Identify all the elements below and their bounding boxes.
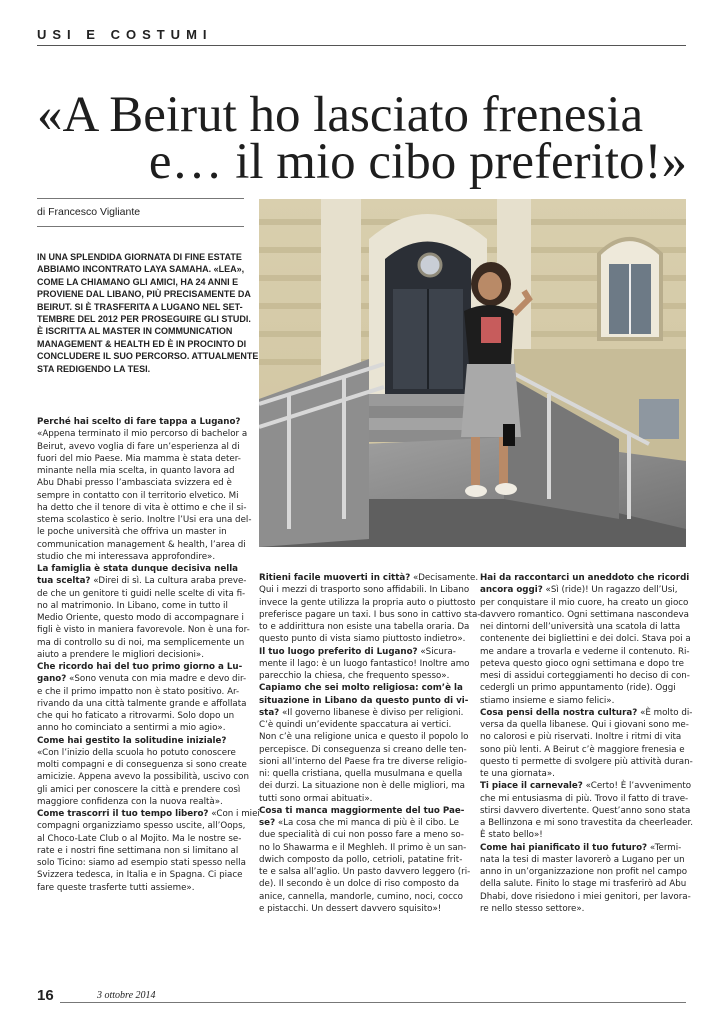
- question-text: gano?: [37, 674, 67, 685]
- answer-text: preferisce pagare un taxi. I bus sono in cattivo sta-: [259, 609, 481, 620]
- text-line: [259, 891, 469, 903]
- answer-text: a Bellinzona e mi sono travestita da cheerleader.: [480, 818, 694, 828]
- text-line: [37, 624, 250, 636]
- answer-text: Non c’è una religione unica e questo il popolo lo: [259, 732, 469, 743]
- text-line: [37, 649, 247, 661]
- text-line: [259, 731, 469, 743]
- answer-text: «Decisamente.: [410, 573, 479, 583]
- text-line: [37, 441, 247, 453]
- text-line: [37, 563, 247, 575]
- text-line: [480, 682, 690, 694]
- text-line: [259, 572, 479, 584]
- text-line: [37, 722, 247, 734]
- question-text: Cosa ti manca maggiormente del tuo Pae-: [259, 805, 465, 816]
- byline-rule-bottom: [37, 226, 244, 227]
- answer-text: re nello stesso settore».: [480, 903, 585, 914]
- top-rule: [37, 45, 686, 46]
- answer-text: È stato bello»!: [480, 830, 543, 841]
- answer-text: «Direi di sì. La cultura araba preve-: [90, 576, 247, 587]
- text-line: [37, 771, 250, 783]
- text-line: [37, 820, 247, 832]
- text-line: [37, 416, 247, 428]
- text-line: [480, 572, 690, 584]
- column-3: [480, 572, 694, 915]
- answer-text: Beirut, avevo voglia di fare un’esperienza al di: [37, 441, 240, 452]
- question-text: La famiglia è stata dunque decisiva nella: [37, 564, 239, 574]
- question-text: se?: [259, 818, 276, 828]
- answer-text: «Certo! È l’avvenimento: [582, 781, 692, 792]
- question-text: Ritieni facile muoverti in città?: [259, 573, 411, 583]
- answer-text: maggiore confidenza con la nuova realtà».: [37, 796, 223, 807]
- answer-text: rate e i nostri fine settimana non si limitano al: [37, 845, 239, 856]
- text-line: [480, 805, 690, 817]
- article-photo: [259, 199, 686, 547]
- text-line: [259, 633, 469, 645]
- text-line: [480, 793, 690, 805]
- answer-text: nata la tesi di master lavorerò a Lugano per un: [480, 854, 685, 865]
- answer-text: anno ho cominciato a sentirmi a mio agio».: [37, 723, 226, 734]
- text-line: [259, 597, 476, 609]
- column-1: [37, 416, 260, 894]
- answer-text: al Choco-Late Club o al Mojito. Ma le nostre se-: [37, 833, 242, 844]
- text-line: [37, 526, 247, 538]
- answer-text: Dhabi, dove risiedono i miei genitori, per lavora-: [480, 891, 691, 902]
- answer-text: C’è quindi un’evidente spaccatura ai vertici.: [259, 720, 452, 730]
- section-rubric: USI E COSTUMI: [37, 27, 213, 42]
- text-line: [37, 514, 252, 526]
- text-line: [259, 780, 469, 792]
- text-line: [37, 490, 247, 502]
- answer-text: no calorosi e più riservati. Inoltre i ritmi di vita: [480, 732, 682, 743]
- answer-text: no al matrimonio. In Libano, come in tutto il: [37, 600, 228, 611]
- text-line: [37, 612, 247, 624]
- text-line: [37, 833, 247, 845]
- text-line: [37, 588, 247, 600]
- answer-text: tutti sono ormai abituati».: [259, 793, 373, 804]
- answer-text: stiamo insieme e siamo felici».: [480, 695, 615, 706]
- text-line: [480, 584, 690, 596]
- answer-text: invece la gente utilizza la propria auto o piuttosto: [259, 597, 476, 608]
- text-line: [37, 575, 247, 587]
- question-text: Come trascorri il tuo tempo libero?: [37, 809, 209, 819]
- text-line: [259, 670, 469, 682]
- text-line: [480, 854, 690, 866]
- answer-text: molti compagni e di conseguenza si sono create: [37, 760, 247, 770]
- text-line: [259, 903, 469, 915]
- text-line: [480, 817, 694, 829]
- answer-text: ma di controllo su di noi, ma semplicemente un: [37, 637, 245, 648]
- text-line: [37, 808, 260, 820]
- page-number: 16: [37, 987, 54, 1004]
- text-line: [37, 637, 247, 649]
- answer-text: stema scolastico è serio. Inoltre l’Usi era una del-: [37, 515, 252, 525]
- text-line: [480, 829, 690, 841]
- answer-text: compagni organizziamo spesso uscite, all’Oops,: [37, 821, 246, 832]
- text-line: [259, 842, 469, 854]
- answer-text: questo ti permette di svolgere più attività duran-: [480, 756, 693, 767]
- intro-line: TEMBRE DEL 2012 PER PROSEGUIRE GLI STUDI.: [37, 314, 251, 325]
- answer-text: davvero romantico. Ogni settimana nascondeva: [480, 609, 689, 620]
- answer-text: to e addirittura non esiste una tabella oraria. Da: [259, 622, 470, 632]
- text-line: [37, 673, 247, 685]
- text-line: [37, 735, 247, 747]
- question-text: tua scelta?: [37, 576, 91, 587]
- text-line: [37, 686, 247, 698]
- text-line: [37, 796, 247, 808]
- text-line: [259, 866, 469, 878]
- intro-line: COME LA CHIAMANO GLI AMICI, HA 24 ANNI E: [37, 276, 239, 287]
- answer-text: e pistacchi. Un dessert davvero squisito»!: [259, 903, 442, 914]
- question-text: situazione in Libano da questo punto di vi-: [259, 695, 469, 706]
- text-line: [37, 784, 247, 796]
- answer-text: mesi di assidui corteggiamenti ho deciso di con-: [480, 671, 690, 681]
- text-line: [259, 829, 469, 841]
- text-line: [37, 869, 247, 881]
- text-line: [259, 707, 469, 719]
- answer-text: le poche università che offriva un master in: [37, 527, 227, 538]
- answer-text: questo punto di vista siamo piuttosto indietro».: [259, 634, 466, 645]
- headline-line-1: «A Beirut ho lasciato frenesia: [37, 87, 644, 143]
- answer-text: nei dintorni dell’università una scatola di latta: [480, 622, 681, 632]
- question-text: ancora oggi?: [480, 585, 543, 596]
- answer-text: parecchio la chiesa, che frequento spesso».: [259, 671, 450, 681]
- answer-text: cedergli un primo appuntamento (ride). Oggi: [480, 683, 676, 694]
- text-line: [259, 878, 469, 890]
- text-line: [480, 719, 690, 731]
- answer-text: contenente dei bigliettini e dei dolci. Stava poi a: [480, 634, 691, 645]
- intro-line: È ISCRITTA AL MASTER IN COMMUNICATION: [37, 326, 233, 337]
- answer-text: ni: quella cristiana, quella musulmana e quella: [259, 769, 463, 779]
- answer-text: Medio Oriente, questo modo di accompagnare i: [37, 613, 244, 623]
- question-text: Cosa pensi della nostra cultura?: [480, 707, 638, 718]
- intro-line: ABBIAMO INCONTRATO LAYA SAMAHA. «LEA»,: [37, 264, 245, 275]
- text-line: [37, 502, 247, 514]
- text-line: [480, 695, 690, 707]
- text-line: [37, 710, 247, 722]
- intro-line: STA REDIGENDO LA TESI.: [37, 363, 151, 374]
- text-line: [37, 882, 247, 894]
- text-line: [480, 597, 690, 609]
- answer-text: de che un genitore ti guidi nelle scelte di vita fi-: [37, 588, 246, 599]
- answer-text: te una giornata».: [480, 769, 555, 779]
- text-line: [259, 793, 469, 805]
- question-text: sta?: [259, 707, 280, 718]
- text-line: [480, 621, 690, 633]
- answer-text: de). Il secondo è un dolce di riso composto da: [259, 879, 460, 890]
- issue-date: 3 ottobre 2014: [97, 990, 156, 1001]
- text-line: [480, 670, 690, 682]
- text-line: [37, 857, 247, 869]
- answer-text: «Appena terminato il mio percorso di bachelor a: [37, 429, 248, 440]
- question-text: Come hai pianificato il tuo futuro?: [480, 842, 648, 853]
- text-line: [259, 609, 481, 621]
- answer-text: «Sono venuta con mia madre e devo dir-: [66, 674, 247, 685]
- answer-text: Svizzera tedesca, in Italia e in Spagna. Ci piace: [37, 870, 243, 881]
- answer-text: sempre in contatto con il territorio elvetico. Mi: [37, 490, 239, 501]
- text-line: [259, 854, 469, 866]
- answer-text: no lo Shawarma e il Meghleh. Il primo è un san-: [259, 842, 467, 853]
- answer-text: fuori del mio Paese. Mia mamma è stata deter-: [37, 453, 241, 464]
- footer-rule: [60, 1002, 686, 1003]
- text-line: [480, 731, 690, 743]
- answer-text: «Sicura-: [417, 646, 456, 657]
- answer-text: «Con l’inizio della scuola ho potuto conoscere: [37, 747, 236, 758]
- answer-text: Abu Dhabi presso l’ambasciata svizzera ed è: [37, 478, 232, 489]
- text-line: [259, 756, 469, 768]
- text-line: [259, 621, 469, 633]
- answer-text: Qui i mezzi di trasporto sono affidabili. In Libano: [259, 585, 470, 596]
- text-line: [259, 817, 469, 829]
- text-line: [37, 551, 247, 563]
- headline-line-2: e… il mio cibo preferito!»: [148, 134, 687, 190]
- text-line: [259, 695, 469, 707]
- column-2: [259, 572, 481, 915]
- answer-text: stirsi davvero divertente. Quest’anno sono stata: [480, 805, 691, 816]
- answer-text: «È molto di-: [637, 707, 693, 718]
- answer-text: solo Ticino: siamo ad esempio stati spesso nella: [37, 858, 246, 868]
- answer-text: aiuto a prendere le migliori decisioni».: [37, 649, 205, 660]
- text-line: [259, 805, 469, 817]
- answer-text: rivando da una città talmente grande e affollata: [37, 698, 247, 709]
- text-line: [259, 719, 469, 731]
- byline-rule-top: [37, 198, 244, 199]
- answer-text: anice, cannella, mandorle, cumino, noci, cocco: [259, 891, 463, 902]
- answer-text: figli è visto in maniera favorevole. Non è una for-: [37, 625, 250, 636]
- answer-text: percepisce. Di conseguenza si creano delle ten-: [259, 744, 467, 755]
- question-text: Il tuo luogo preferito di Lugano?: [259, 646, 418, 657]
- answer-text: fare queste trasferte tutti assieme».: [37, 882, 195, 893]
- text-line: [480, 842, 690, 854]
- intro-line: IN UNA SPLENDIDA GIORNATA DI FINE ESTATE: [37, 252, 242, 262]
- text-line: [37, 428, 247, 440]
- answer-text: e che il primo impatto non è stato positivo. Ar-: [37, 686, 240, 697]
- question-text: Capiamo che sei molto religiosa: com’è la: [259, 683, 463, 694]
- answer-text: te e salsa all’aglio. Un pasto davvero leggero (ri-: [259, 867, 471, 877]
- answer-text: ha detto che il tenore di vita è ottimo e che il si-: [37, 502, 247, 513]
- answer-text: studio che mi interessava approfondire».: [37, 551, 216, 562]
- text-line: [480, 891, 690, 903]
- text-line: [37, 845, 247, 857]
- text-line: [37, 698, 247, 710]
- answer-text: «Il governo libanese è diviso per religioni.: [279, 707, 464, 718]
- answer-text: mente il lago: è un luogo fantastico! Inoltre amo: [259, 658, 470, 669]
- answer-text: sioni all’interno del Paese fra tre diverse religio-: [259, 756, 468, 767]
- question-text: Perché hai scelto di fare tappa a Lugano?: [37, 417, 241, 427]
- answer-text: «La cosa che mi manca di più è il cibo. Le: [275, 818, 459, 828]
- answer-text: gli amici per conoscere la città e prendere così: [37, 784, 241, 795]
- text-line: [37, 539, 247, 551]
- question-text: Hai da raccontarci un aneddoto che ricordi: [480, 573, 690, 583]
- answer-text: anno in un’organizzazione non profit nel campo: [480, 867, 688, 877]
- text-line: [37, 600, 247, 612]
- text-line: [480, 866, 690, 878]
- answer-text: che mi entusiasma di più. Trovo il fatto di trave-: [480, 793, 689, 804]
- answer-text: dei durzi. La situazione non è delle migliori, ma: [259, 781, 465, 792]
- answer-text: versa da quella libanese. Qui i giovani sono me-: [480, 720, 689, 730]
- text-line: [480, 768, 690, 780]
- answer-text: per conquistare il mio cuore, ha creato un gioco: [480, 597, 689, 608]
- intro-line: BEIRUT. SI È TRASFERITA A LUGANO NEL SET-: [37, 301, 243, 312]
- text-line: [37, 661, 247, 673]
- answer-text: della salute. Finito lo stage mi trasferirò ad Abu: [480, 879, 687, 890]
- intro-line: CONCLUDERE IL SUO PERCORSO. ATTUALMENTE: [37, 351, 259, 362]
- answer-text: peteva questo gioco ogni settimana e dopo tre: [480, 658, 684, 669]
- text-line: [259, 744, 469, 756]
- text-line: [480, 780, 690, 792]
- answer-text: «Con i miei: [208, 809, 260, 819]
- text-line: [259, 682, 469, 694]
- byline: di Francesco Vigliante: [37, 206, 141, 218]
- text-line: [37, 477, 247, 489]
- text-line: [480, 633, 690, 645]
- answer-text: due specialità di cui non posso fare a meno so-: [259, 830, 465, 841]
- text-line: [480, 658, 690, 670]
- text-line: [37, 453, 247, 465]
- text-line: [259, 658, 469, 670]
- answer-text: amicizie. Appena avevo la possibilità, uscivo con: [37, 772, 250, 783]
- text-line: [480, 609, 690, 621]
- intro-paragraph: [37, 251, 259, 375]
- text-line: [259, 768, 469, 780]
- question-text: Che ricordo hai del tuo primo giorno a Lu-: [37, 662, 243, 672]
- text-line: [37, 759, 247, 771]
- text-line: [259, 584, 469, 596]
- text-line: [480, 744, 690, 756]
- text-line: [37, 747, 247, 759]
- intro-line: MANAGEMENT & HEALTH ED È IN PROCINTO DI: [37, 338, 247, 349]
- answer-text: che qui ho faticato a ritrovarmi. Solo dopo un: [37, 711, 235, 721]
- question-text: Ti piace il carnevale?: [480, 781, 583, 792]
- text-line: [259, 646, 469, 658]
- answer-text: me andare a trovarla e vederne il contenuto. Ri-: [480, 646, 690, 657]
- question-text: Come hai gestito la solitudine iniziale?: [37, 735, 227, 746]
- text-line: [480, 756, 693, 768]
- answer-text: dwich composto da pollo, cetrioli, patatine frit-: [259, 854, 463, 865]
- text-line: [37, 465, 247, 477]
- answer-text: minante nella mia scelta, in quanto lavora ad: [37, 466, 235, 476]
- answer-text: communication management & health, l’area di: [37, 539, 246, 550]
- text-line: [480, 903, 690, 915]
- intro-line: PROVIENE DAL LIBANO, PIÙ PRECISAMENTE DA: [37, 289, 251, 300]
- text-line: [480, 646, 690, 658]
- answer-text: «Termi-: [647, 842, 682, 853]
- answer-text: sono più lenti. A Beirut c’è maggiore frenesia e: [480, 744, 685, 755]
- text-line: [480, 878, 690, 890]
- text-line: [480, 707, 693, 719]
- answer-text: «Sì (ride)! Un ragazzo dell’Usi,: [542, 585, 678, 596]
